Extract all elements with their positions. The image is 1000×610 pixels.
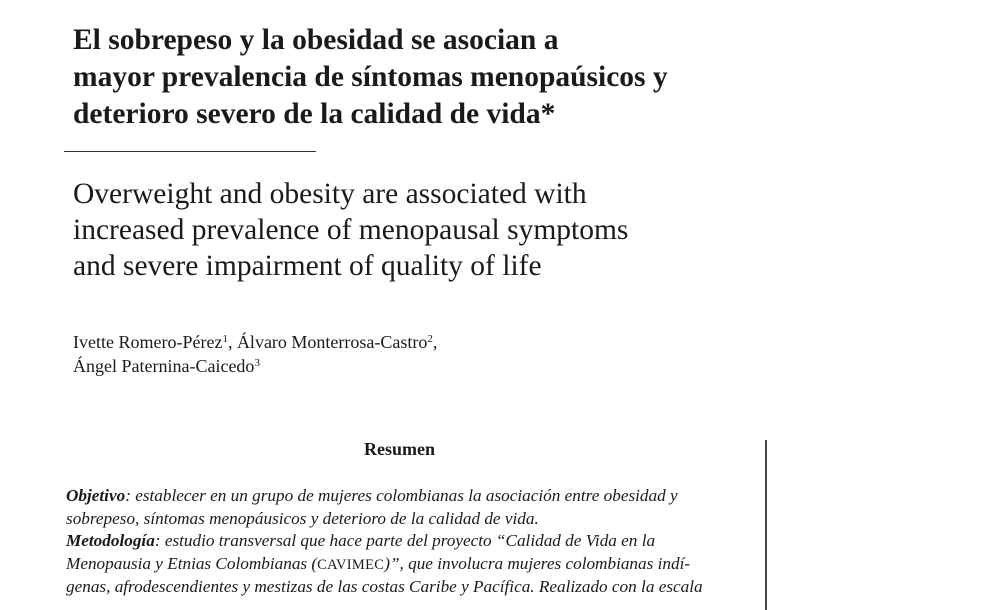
affiliation-marker: 2 <box>427 333 433 345</box>
affiliation-marker: 1 <box>222 333 228 345</box>
abstract-line: sobrepeso, síntomas menopáusicos y deterioro de la calidad de vida. <box>66 508 539 528</box>
abstract-text: Menopausia y Etnias Colombianas ( <box>66 553 318 573</box>
title-english <box>73 176 793 284</box>
author-name: Álvaro Monterrosa-Castro <box>236 332 428 352</box>
author-separator: , <box>432 332 438 352</box>
affiliation-marker: 3 <box>254 357 260 369</box>
abstract-line <box>66 530 742 553</box>
author-name: Ivette Romero-Pérez <box>73 332 223 352</box>
objetivo-label: Objetivo <box>66 486 126 505</box>
title-spanish <box>73 22 773 133</box>
title-spanish-line: deterioro severo de la calidad de vida* <box>73 98 556 130</box>
author-separator: , <box>227 332 237 352</box>
abstract-line: genas, afrodescendientes y mestizas de las costas Caribe y Pacífica. Realizado con la escala <box>66 577 703 597</box>
abstract-line <box>66 485 742 508</box>
author-list <box>73 330 437 378</box>
title-spanish-line: mayor prevalencia de síntomas menopaúsicos y <box>73 61 668 93</box>
title-divider <box>64 151 316 152</box>
abstract-text: : establecer en un grupo de mujeres colombianas la asociación entre obesidad y <box>125 486 678 505</box>
abstract-line <box>66 553 742 577</box>
margin-bar <box>765 440 767 610</box>
title-english-line: and severe impairment of quality of life <box>73 250 542 282</box>
author-name: Ángel Paternina-Caicedo <box>73 356 255 376</box>
metodologia-label: Metodología <box>66 531 155 551</box>
project-acronym: CAVIMEC <box>317 556 385 573</box>
abstract-heading: Resumen <box>364 439 435 459</box>
abstract-body <box>66 485 742 599</box>
author-line <box>73 354 437 378</box>
author-line <box>73 330 437 354</box>
title-english-line: Overweight and obesity are associated with <box>73 178 587 210</box>
title-english-line: increased prevalence of menopausal symptoms <box>73 214 629 246</box>
abstract-text: )”, que involucra mujeres colombianas indí- <box>384 553 691 573</box>
title-spanish-line: El sobrepeso y la obesidad se asocian a <box>73 24 559 56</box>
abstract-text: : estudio transversal que hace parte del proyecto “Calidad de Vida en la <box>154 531 656 551</box>
